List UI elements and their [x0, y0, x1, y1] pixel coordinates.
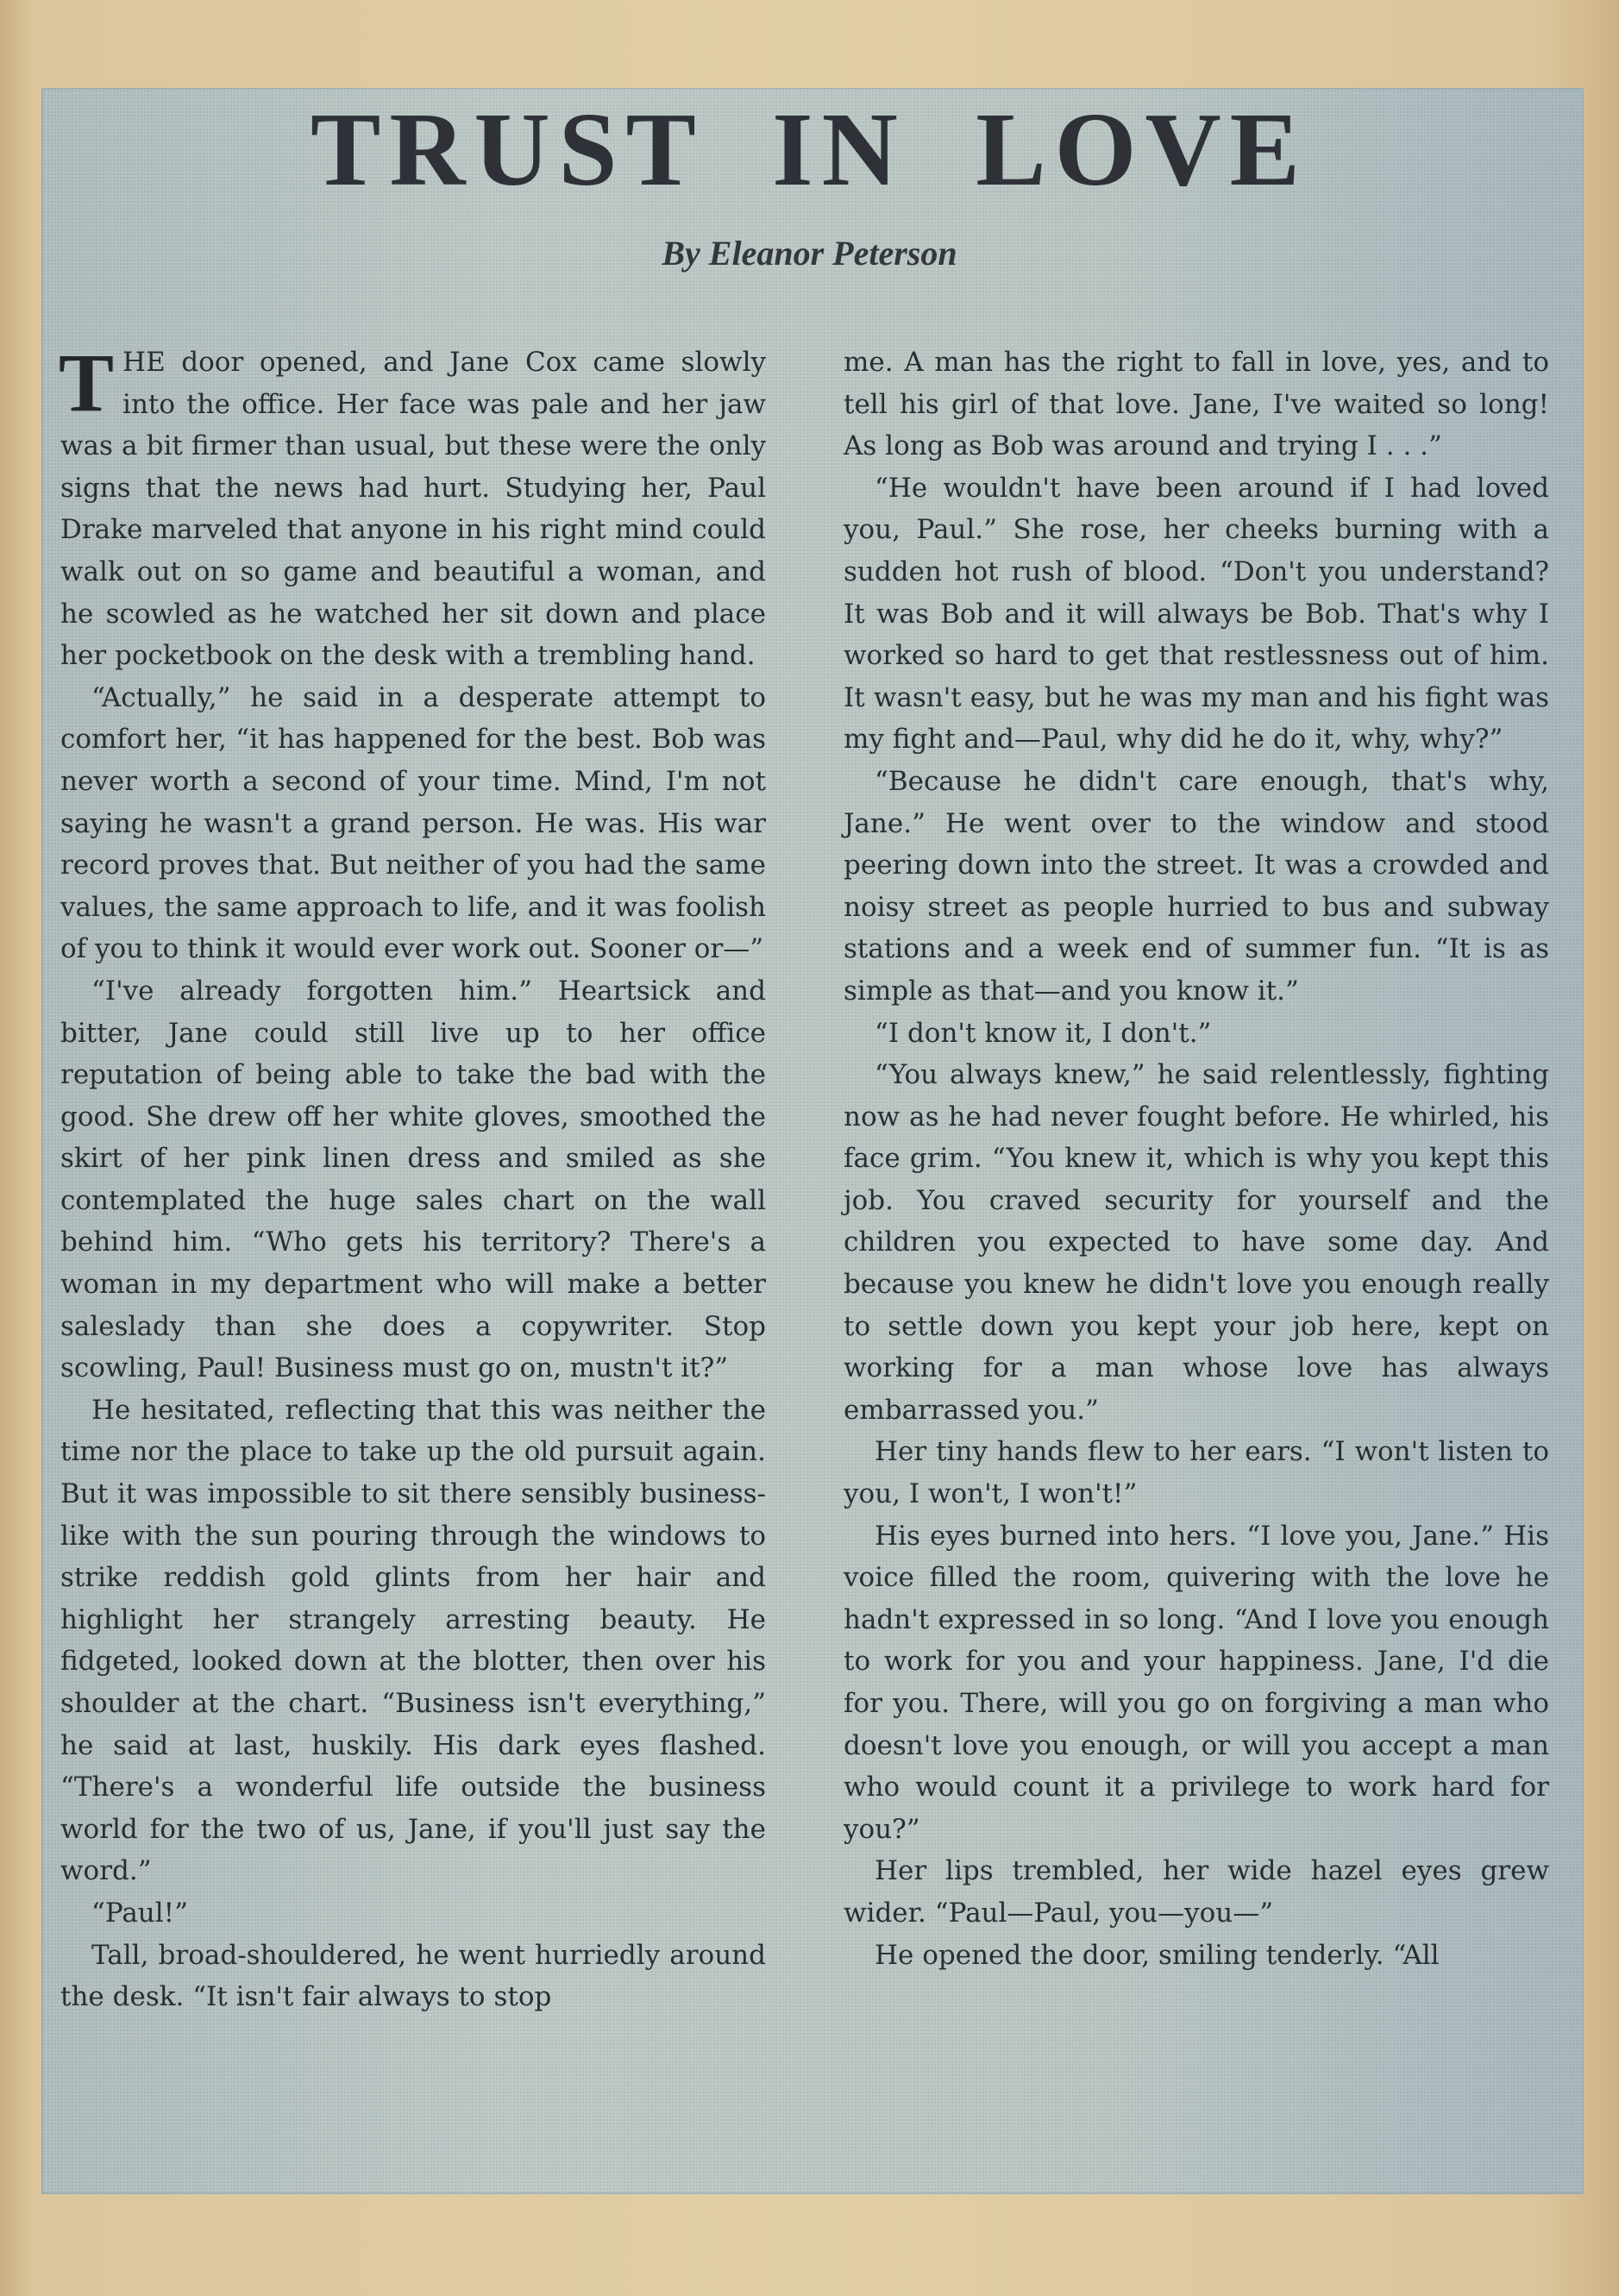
- paragraph: Her lips trembled, her wide hazel eyes grew wider. “Paul—Paul, you—you—”: [844, 1855, 1549, 1929]
- paragraph: “He wouldn't have been around if I had loved you, Paul.” She rose, her cheeks burning with a sudden hot rush of blood. “Don't you understand? It was Bob and it will always be Bob. That's why I worked so hard to get that restlessness out of him. It wasn't easy, but he was my man and his fight was my fight and—Paul, why did he do it, why, why?”: [844, 472, 1549, 756]
- byline: By Eleanor Peterson: [662, 234, 957, 273]
- paragraph: “Because he didn't care enough, that's why, Jane.” He went over to the window and stood peering down into the street. It was a crowded and noisy street as people hurried to bus and subway stations and a week end of summer fun. “It is as simple as that—and you know it.”: [844, 765, 1549, 1007]
- paragraph: “Paul!”: [91, 1897, 188, 1929]
- drop-cap: T: [59, 336, 115, 429]
- paragraph: His eyes burned into hers. “I love you, Jane.” His voice filled the room, quivering with the love he hadn't expressed in so long. “And I love you enough to work for you and your happiness. Jane, I'd die for you. There, will you go on forgiving a man who doesn't love you enough, or will you accept a man who would count it a privilege to work hard for you?”: [844, 1520, 1549, 1845]
- paragraph: “I've already forgotten him.” Heartsick and bitter, Jane could still live up to her office reputation of being able to take the bad with the good. She drew off her white gloves, smoothed the skirt of her pink linen dress and smiled as she contemplated the huge sales chart on the wall behind him. “Who gets his territory? There's a woman in my department who will make a better saleslady than she does a copywriter. Stop scowling, Paul! Business must go on, mustn't it?”: [60, 975, 766, 1384]
- continued-paragraph: me. A man has the right to fall in love, yes, and to tell his girl of that love. Jane, I've waited so long! As long as Bob was around and trying I . . .”: [844, 347, 1549, 462]
- right-column: [844, 342, 1549, 1976]
- opening-paragraph: [59, 336, 766, 677]
- paragraph: Tall, broad-shouldered, he went hurriedly around the desk. “It isn't fair always to stop: [60, 1939, 766, 2013]
- opening-paragraph-text: HE door opened, and Jane Cox came slowly into the office. Her face was pale and her jaw was a bit firmer than usual, but these were the only signs that the news had hurt. Studying her, Paul Drake marveled that anyone in his right mind could walk out on so game and beautiful a woman, and he scowled as he watched her sit down and place her pocketbook on the desk with a trembling hand.: [60, 347, 766, 672]
- paragraph: Her tiny hands flew to her ears. “I won't listen to you, I won't, I won't!”: [844, 1436, 1549, 1510]
- paragraph: He opened the door, smiling tenderly. “All: [875, 1939, 1440, 1971]
- paragraph: “I don't know it, I don't.”: [875, 1017, 1212, 1049]
- paragraph: “You always knew,” he said relentlessly, fighting now as he had never fought before. He whirled, his face grim. “You knew it, which is why you kept this job. You craved security for yourself and the children you expected to have some day. And because you knew he didn't love you enough really to settle down you kept your job here, kept on working for a man whose love has always embarrassed you.”: [844, 1059, 1549, 1426]
- paragraph: “Actually,” he said in a desperate attempt to comfort her, “it has happened for the best. Bob was never worth a second of your time. Mind, I'm not saying he wasn't a grand person. He was. His war record proves that. But neither of you had the same values, the same approach to life, and it was foolish of you to think it would ever work out. Sooner or—”: [60, 681, 766, 965]
- story-title: TRUST IN LOVE: [311, 91, 1308, 208]
- paragraph: He hesitated, reflecting that this was neither the time nor the place to take up the old pursuit again. But it was impossible to sit there sensibly business-like with the sun pouring through the windows to strike reddish gold glints from her hair and highlight her strangely arresting beauty. He fidgeted, looked down at the blotter, then over his shoulder at the chart. “Business isn't everything,” he said at last, huskily. His dark eyes flashed. “There's a wonderful life outside the business world for the two of us, Jane, if you'll just say the word.”: [60, 1394, 766, 1887]
- left-column: [59, 336, 766, 2018]
